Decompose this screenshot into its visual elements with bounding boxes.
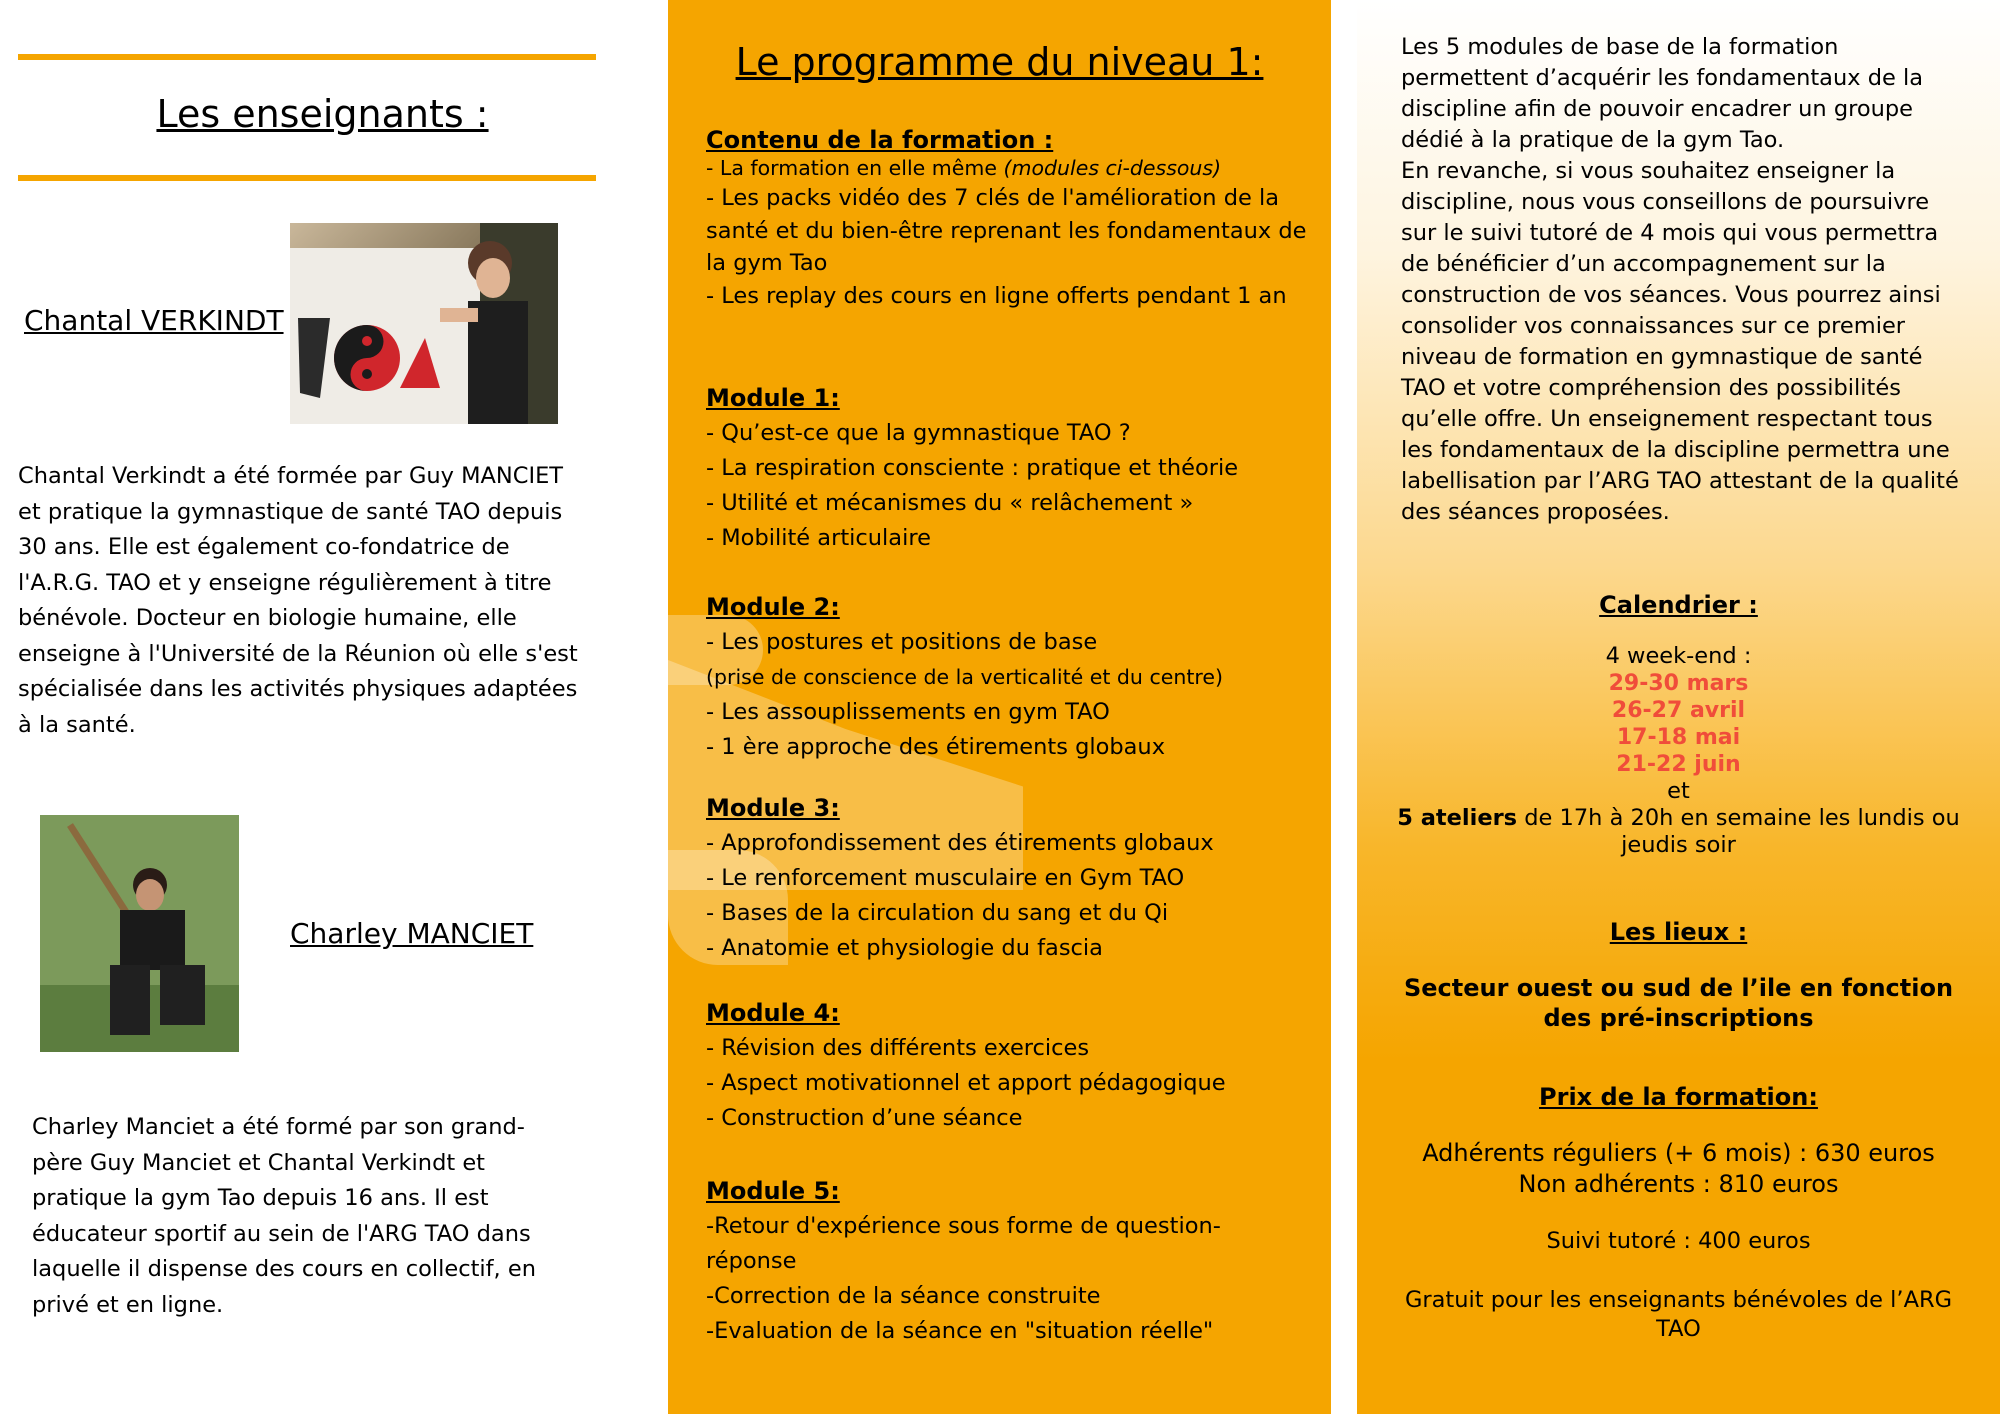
module-4 [706,995,1316,1136]
info-panel [1357,0,2000,1414]
module-item: (prise de conscience de la verticalité et du centre) [706,665,1223,689]
contenu-line: - Les packs vidéo des 7 clés de l'amélioration de la santé et du bien-être reprenant les fondamentaux de la gym Tao [706,185,1307,276]
contenu-section [706,126,1316,312]
date: 29-30 mars [1608,671,1749,696]
intro-paragraph: Les 5 modules de base de la formation permettent d’acquérir les fondamentaux de la discipline afin de pouvoir encadrer un groupe dédié à la pratique de la gym Tao. [1401,34,1924,153]
module-5 [706,1173,1266,1349]
module-item: -Retour d'expérience sous forme de question-réponse [706,1213,1221,1274]
module-item: - Les assouplissements en gym TAO [706,699,1110,725]
gratuit-text: Gratuit pour les enseignants bénévoles de l’ARG TAO [1404,1287,1953,1342]
module-heading: Module 4: [706,999,840,1027]
suivi-price: Suivi tutoré : 400 euros [1546,1228,1811,1254]
module-heading: Module 5: [706,1177,840,1205]
module-item: - Qu’est-ce que la gymnastique TAO ? [706,420,1131,446]
lieux-text: Secteur ouest ou sud de l’ile en fonction des pré-inscriptions [1403,974,1954,1032]
module-item: - La respiration consciente : pratique et théorie [706,455,1239,481]
teacher-name-charley: Charley MANCIET [290,917,534,950]
intro-text [1401,32,1961,528]
lieux-section [1357,915,2000,1033]
bio-charley: Charley Manciet a été formé par son grand-père Guy Manciet et Chantal Verkindt et pratique la gym Tao depuis 16 ans. Il est éducateur sportif au sein de l'ARG TAO dans laquelle il dispense des cours en collectif, en privé et en ligne. [32,1114,536,1318]
date: 26-27 avril [1611,698,1746,723]
module-item: - Mobilité articulaire [706,525,931,551]
module-heading: Module 2: [706,593,840,621]
teacher-name-chantal: Chantal VERKINDT [24,304,284,337]
module-item: - Bases de la circulation du sang et du Qi [706,900,1169,926]
module-item: -Correction de la séance construite [706,1283,1101,1309]
module-item: - Révision des différents exercices [706,1035,1090,1061]
prix-section [1357,1080,2000,1344]
module-item: - Aspect motivationnel et apport pédagogique [706,1070,1226,1096]
calendar-section [1357,588,2000,859]
photo-chantal [290,223,558,424]
module-item: - Utilité et mécanismes du « relâchement » [706,490,1194,516]
teachers-title: Les enseignants : [156,92,489,136]
module-item: - Le renforcement musculaire en Gym TAO [706,865,1185,891]
photo-charley [40,815,239,1052]
weekends-label: 4 week-end : [1605,643,1752,669]
contenu-line: - La formation en elle même (modules ci-dessous) [706,156,1222,180]
lieux-heading: Les lieux : [1609,918,1748,946]
module-heading: Module 1: [706,384,840,412]
program-panel [668,0,1331,1414]
panel-gutter [1331,0,1357,1414]
module-item: - Anatomie et physiologie du fascia [706,935,1103,961]
date: 17-18 mai [1616,725,1741,750]
module-2 [706,589,1316,765]
module-item: - Construction d’une séance [706,1105,1023,1131]
contenu-line: - Les replay des cours en ligne offerts pendant 1 an [706,282,1287,309]
module-item: - Les postures et positions de base [706,629,1098,655]
calendar-heading: Calendrier : [1599,591,1758,619]
bottom-divider [18,175,596,181]
teachers-panel [0,0,668,1414]
program-title: Le programme du niveau 1: [735,40,1264,84]
module-heading: Module 3: [706,794,840,822]
module-item: - 1 ère approche des étirements globaux [706,734,1166,760]
intro-paragraph: En revanche, si vous souhaitez enseigner la discipline, nous vous conseillons de poursuivre sur le suivi tutoré de 4 mois qui vous permettra de bénéficier d’un accompagnement sur la construction de vos séances. Vous pourrez ainsi consolider vos connaissances sur ce premier niveau de formation en gymnastique de santé TAO et votre compréhension des possibilités qu’elle offre. Un enseignement respectant tous les fondamentaux de la discipline permettra une labellisation par l’ARG TAO attestant de la qualité des séances proposées. [1401,158,1959,525]
prix-line: Adhérents réguliers (+ 6 mois) : 630 euros [1422,1139,1935,1167]
contenu-heading: Contenu de la formation : [706,126,1054,154]
date: 21-22 juin [1616,752,1741,777]
prix-line: Non adhérents : 810 euros [1518,1170,1839,1198]
bio-chantal: Chantal Verkindt a été formée par Guy MANCIET et pratique la gymnastique de santé TAO depuis 30 ans. Elle est également co-fondatrice de l'A.R.G. TAO et y enseigne régulièrement à titre bénévole. Docteur en biologie humaine, elle enseigne à l'Université de la Réunion où elle s'est spécialisée dans les activités physiques adaptées à la santé. [18,463,578,738]
module-item: - Approfondissement des étirements globaux [706,830,1214,856]
module-3 [706,790,1316,966]
module-1 [706,380,1316,556]
module-item: -Evaluation de la séance en "situation réelle" [706,1318,1214,1344]
prix-heading: Prix de la formation: [1539,1083,1818,1111]
top-divider [18,54,596,60]
et-label: et [1667,778,1690,804]
ateliers-text: 5 ateliers de 17h à 20h en semaine les lundis ou jeudis soir [1397,805,1960,858]
